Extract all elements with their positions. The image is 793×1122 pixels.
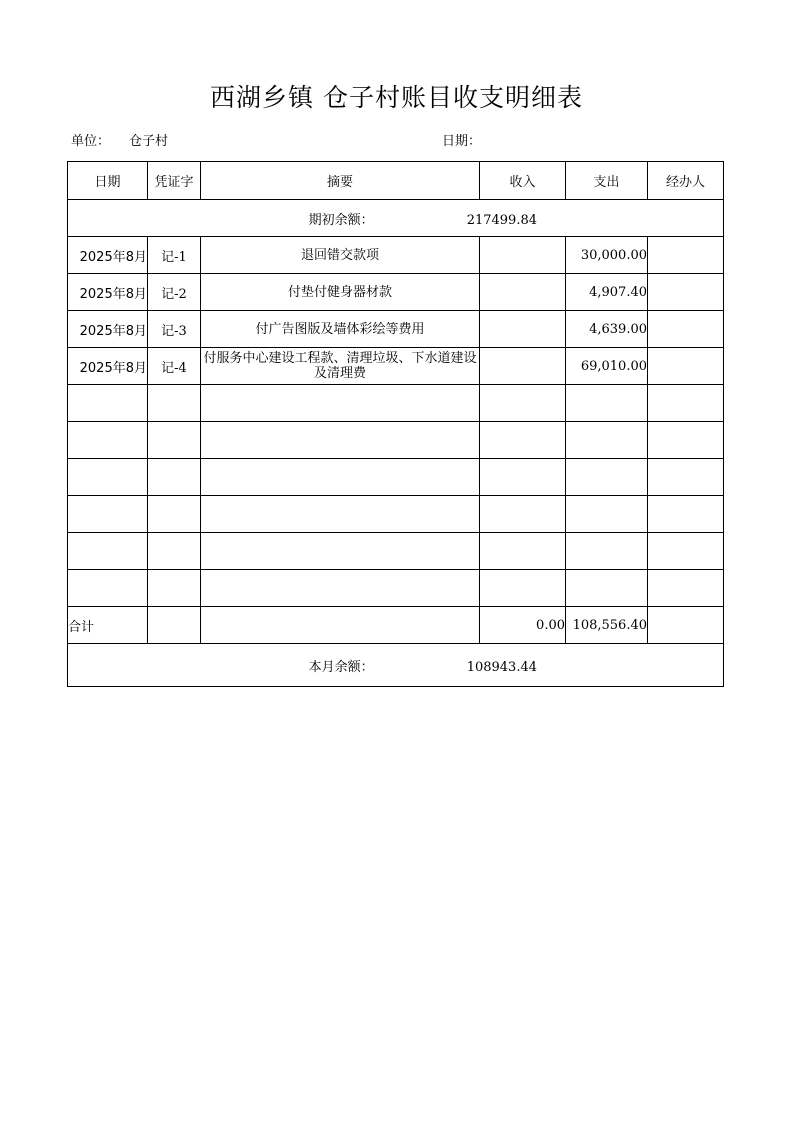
row-summary: 付垫付健身器材款 [201,274,480,311]
row-handler [648,311,724,348]
row-date: 2025年8月 [68,237,148,274]
total-income: 0.00 [480,607,566,644]
row-summary: 付服务中心建设工程款、清理垃圾、下水道建设及清理费 [201,348,480,385]
header-income: 收入 [480,162,566,200]
total-expense: 108,556.40 [566,607,648,644]
header-summary: 摘要 [201,162,480,200]
page-title: 西湖乡镇 仓子村账目收支明细表 [210,83,583,112]
row-expense: 4,639.00 [566,311,648,348]
total-row [68,607,724,644]
empty-row [68,496,724,533]
header-expense: 支出 [566,162,648,200]
row-expense: 30,000.00 [566,237,648,274]
empty-row [68,385,724,422]
row-summary: 退回错交款项 [201,237,480,274]
row-date: 2025年8月 [68,348,148,385]
date-label: 日期： [442,134,482,149]
header-date: 日期 [68,162,148,200]
row-date: 2025年8月 [68,311,148,348]
row-income [480,348,566,385]
opening-balance-value: 217499.84 [466,212,537,228]
closing-balance-cell [68,644,724,687]
empty-row [68,459,724,496]
opening-balance-label: 期初余额： [308,212,374,228]
closing-balance-label: 本月余额： [308,659,374,675]
row-income [480,274,566,311]
row-income [480,311,566,348]
row-voucher: 记-1 [148,237,201,274]
table-row [68,348,724,385]
row-date: 2025年8月 [68,274,148,311]
header-handler: 经办人 [648,162,724,200]
row-summary: 付广告图版及墙体彩绘等费用 [201,311,480,348]
row-voucher: 记-2 [148,274,201,311]
opening-balance-row [68,200,724,237]
closing-balance-value: 108943.44 [466,659,537,675]
empty-row [68,422,724,459]
empty-row [68,570,724,607]
row-handler [648,237,724,274]
header-row [68,162,724,200]
table-row [68,237,724,274]
row-expense: 69,010.00 [566,348,648,385]
ledger-table [67,161,724,687]
closing-balance-row [68,644,724,687]
row-voucher: 记-3 [148,311,201,348]
table-row [68,311,724,348]
row-handler [648,274,724,311]
unit-label: 单位： [71,134,111,149]
row-expense: 4,907.40 [566,274,648,311]
total-label: 合计 [68,607,148,644]
row-handler [648,348,724,385]
header-voucher: 凭证字 [148,162,201,200]
unit-value: 仓子村 [129,134,169,149]
empty-row [68,533,724,570]
row-income [480,237,566,274]
row-voucher: 记-4 [148,348,201,385]
opening-balance-cell [68,200,724,237]
table-row [68,274,724,311]
